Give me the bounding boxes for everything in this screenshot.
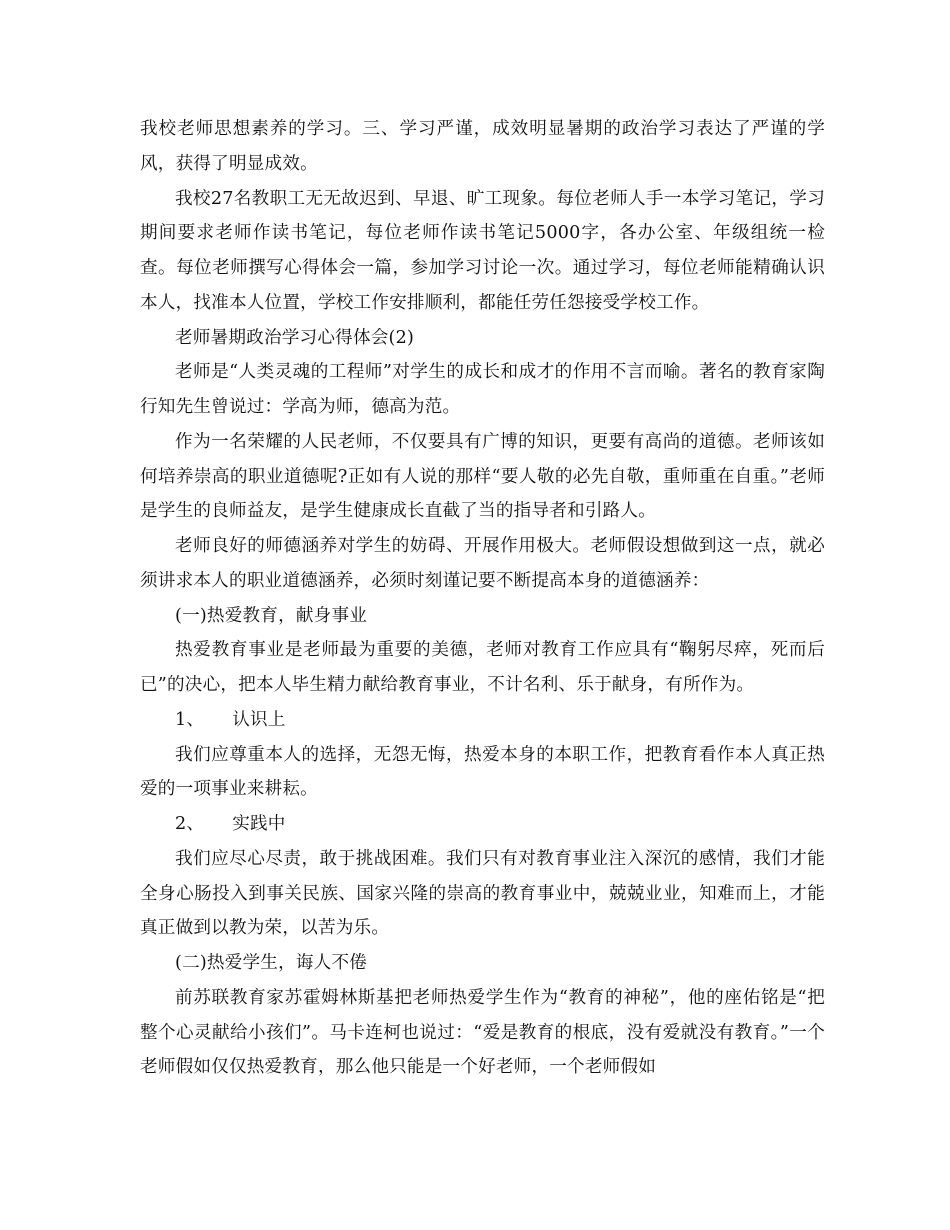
paragraph-12: 我们应尽心尽责，敢于挑战困难。我们只有对教育事业注入深沉的感情，我们才能全身心肠投入到事关民族、国家兴隆的崇高的教育事业中，兢兢业业，知难而上，才能真正做到以教为荣，以苦为乐。 — [140, 848, 825, 939]
paragraph-1: 我校老师思想素养的学习。三、学习严谨，成效明显暑期的政治学习表达了严谨的学风，获得了明显成效。 — [140, 119, 825, 174]
paragraph-6: 老师良好的师德涵养对学生的妨碍、开展作用极大。老师假设想做到这一点，就必须讲求本人的职业道德涵养，必须时刻谨记要不断提高本身的道德涵养： — [140, 536, 825, 591]
numbered-item-2 — [140, 807, 825, 842]
item-label: 实践中 — [232, 814, 286, 834]
paragraph-10: 我们应尊重本人的选择，无怨无悔，热爱本身的本职工作，把教育看作本人真正热爱的一项事业来耕耘。 — [140, 744, 825, 800]
paragraph-5: 作为一名荣耀的人民老师，不仅要具有广博的知识，更要有高尚的道德。老师该如何培养崇高的职业道德呢?正如有人说的那样“要人敬的必先自敬，重师重在自重。”老师是学生的良师益友，是学生健康成长直截了当的指导者和引路人。 — [140, 431, 825, 522]
section-heading: 老师暑期政治学习心得体会(2) — [175, 327, 415, 348]
paragraph-2: 我校27名教职工无无故迟到、早退、旷工现象。每位老师人手一本学习笔记，学习期间要求老师作读书笔记，每位老师作读书笔记5000字，各办公室、年级组统一检查。每位老师撰写心得体会一篇，参加学习讨论一次。通过学习，每位老师能精确认识本人，找准本人位置，学校工作安排顺利，都能任劳任怨接受学校工作。 — [140, 188, 825, 313]
numbered-item-1 — [140, 703, 825, 738]
subheading-two: (二)热爱学生，诲人不倦 — [175, 953, 368, 973]
document-body — [140, 112, 825, 1085]
item-number: 2、 — [175, 814, 205, 834]
subheading-one: (一)热爱教育，献身事业 — [175, 605, 368, 626]
item-label: 认识上 — [232, 709, 286, 730]
paragraph-8: 热爱教育事业是老师最为重要的美德，老师对教育工作应具有“鞠躬尽瘁，死而后已”的决心，把本人毕生精力献给教育事业，不计名利、乐于献身，有所作为。 — [140, 640, 825, 695]
paragraph-4: 老师是“人类灵魂的工程师”对学生的成长和成才的作用不言而喻。著名的教育家陶行知先生曾说过：学高为师，德高为范。 — [140, 362, 825, 417]
item-number: 1、 — [175, 709, 205, 730]
paragraph-14: 前苏联教育家苏霍姆林斯基把老师热爱学生作为“教育的神秘”，他的座佑铭是“把整个心灵献给小孩们”。马卡连柯也说过：“爱是教育的根底，没有爱就没有教育。”一个老师假如仅仅热爱教育，那么他只能是一个好老师，一个老师假如 — [140, 987, 825, 1078]
